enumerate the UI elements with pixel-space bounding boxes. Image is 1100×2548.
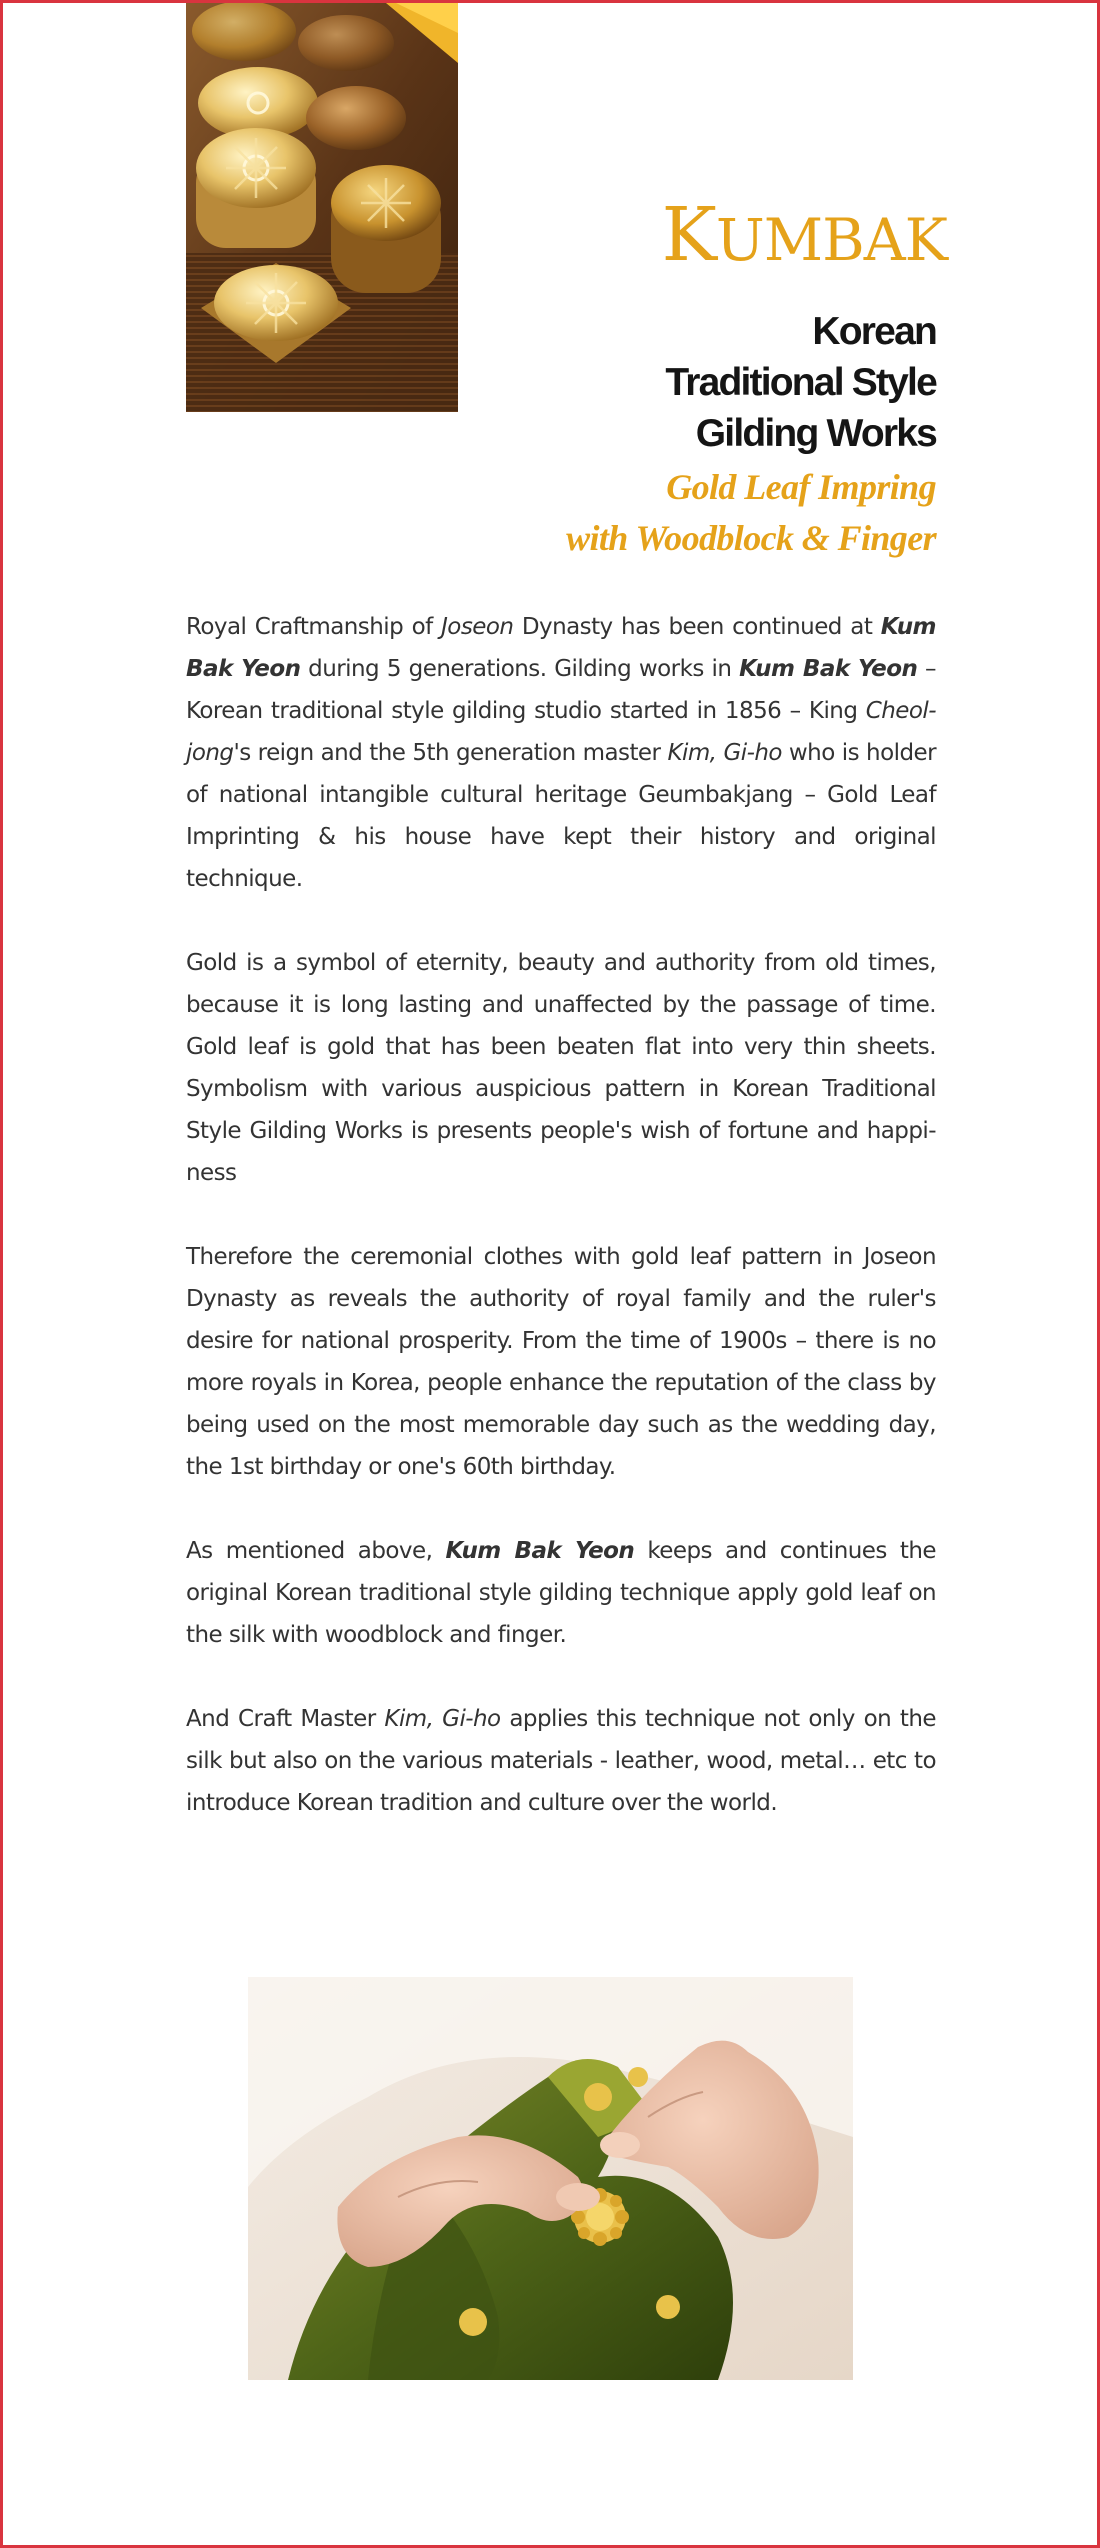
text-run: As mentioned above, [186,1538,446,1564]
text-run-italic: Kim, Gi-ho [667,740,782,766]
text-run: during 5 generations. Gilding works in [300,656,740,682]
body-text [186,606,936,1824]
paragraph-ceremonial: Therefore the ceremonial clothes with gold leaf pattern in Joseon Dynasty as reveals the authority of royal family and the ruler's desire for national prosperity. From the time of 1900s – there is no more royals in Korea, people enhance the reputation of the class by being used on the most memorable day such as the wedding day, the 1st birthday or one's 60th birthday. [186,1244,936,1480]
paragraph-symbolism: Gold is a symbol of eternity, beauty and authority from old times, because it is long lasting and unaffected by the passage of time. Gold leaf is gold that has been beaten flat into very thin sheets. Symbolism with various auspicious pattern in Korean Traditional Style Gilding Works is presents people's wish of fortune and happi-ness [186,950,936,1186]
title-line: Korean [812,310,936,353]
text-run-italic: Joseon [441,614,514,640]
subtitle-line: with Woodblock & Finger [566,518,936,558]
text-run: keeps and continues the original Korean traditional style gilding technique apply gold leaf on the silk with woodblock and finger. [186,1538,936,1648]
brand-initial: K [661,192,716,278]
text-run: applies this technique not only on the silk but also on the various materials - leather, wood, metal… etc to introduce Korean tradition and culture over the world. [186,1706,936,1816]
gilding-hands-photo [248,1977,853,2380]
brand-logo [560,192,947,278]
page-subtitle [480,462,936,564]
text-run-bold: Kum Bak Yeon [739,656,918,682]
title-line: Gilding Works [695,412,936,455]
text-run-bold: Kum Bak Yeon [186,614,936,682]
paragraph-history [186,606,936,900]
subtitle-line: Gold Leaf Impring [666,467,936,507]
text-run: Royal Craftmanship of [186,614,442,640]
text-run: who is holder of national intangible cultural heritage Geumbakjang – Gold Leaf Imprinting & his house have kept their history and original technique. [186,740,936,892]
text-run: Dynasty has been continued at [513,614,881,640]
title-line: Traditional Style [665,361,936,404]
paragraph-master [186,1698,936,1824]
text-run-italic: Kim, Gi-ho [384,1706,501,1732]
text-run: 's reign and the 5th generation master [233,740,668,766]
gold-sweets-photo [186,3,458,412]
text-run: And Craft Master [186,1706,385,1732]
paragraph-technique [186,1530,936,1656]
text-run-bold: Kum Bak Yeon [445,1538,635,1564]
page-title [480,306,936,459]
brand-rest: UMBAK [715,206,947,274]
text-run-italic: Cheol-jong [186,698,936,766]
text-run: – Korean traditional style gilding studio started in 1856 – King [186,656,936,724]
